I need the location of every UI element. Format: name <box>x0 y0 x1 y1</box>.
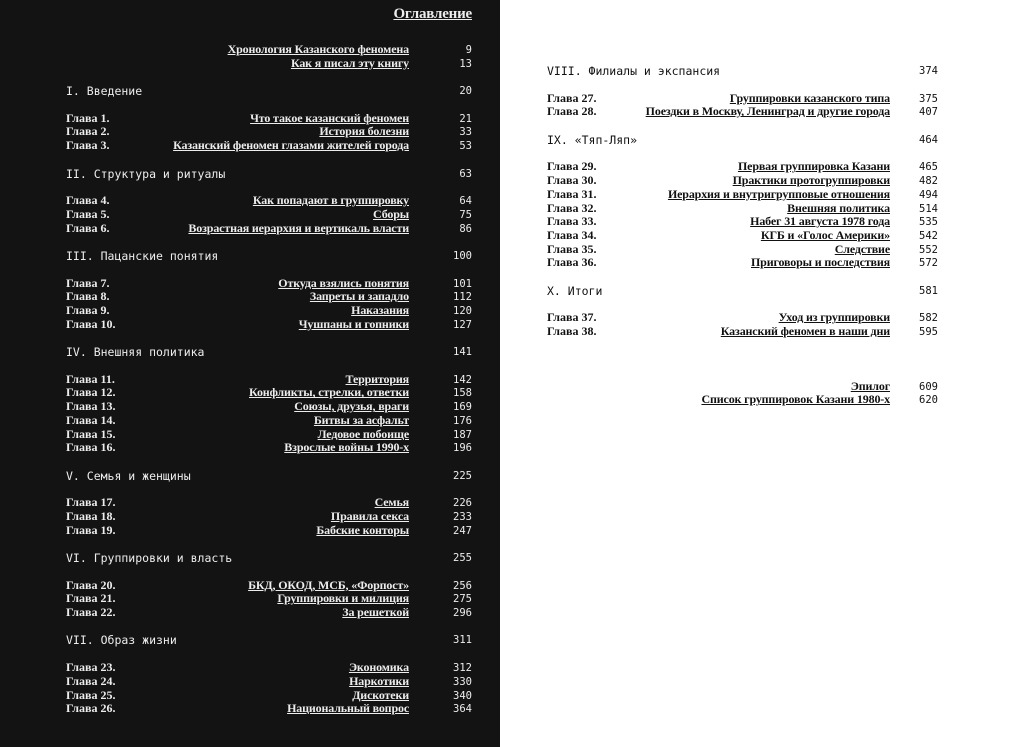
chapter-row[interactable] <box>500 229 1022 243</box>
back-matter-entry[interactable] <box>500 393 1022 407</box>
page-number: 21 <box>459 112 472 125</box>
spacer <box>0 647 500 661</box>
chapter-row[interactable] <box>0 194 500 208</box>
section-title[interactable]: II. Структура и ритуалы <box>66 166 226 181</box>
page-number: 595 <box>919 326 938 338</box>
chapter-label: Глава 18. <box>66 508 116 523</box>
page-number: 542 <box>919 229 938 242</box>
section-row[interactable] <box>0 249 500 263</box>
page-number: 552 <box>919 243 938 256</box>
section-title[interactable]: IV. Внешняя политика <box>66 345 205 360</box>
chapter-label: Глава 34. <box>547 227 597 242</box>
chapter-row[interactable] <box>0 510 500 524</box>
chapter-title[interactable]: БКД, ОКОД, МСБ, «Форпост» <box>248 577 409 592</box>
chapter-title[interactable]: Национальный вопрос <box>287 701 409 716</box>
chapter-row[interactable] <box>0 496 500 510</box>
chapter-row[interactable] <box>500 174 1022 188</box>
chapter-row[interactable] <box>0 414 500 428</box>
page-number: 464 <box>919 133 938 146</box>
page-number: 581 <box>919 284 938 297</box>
page-number: 101 <box>453 277 472 290</box>
chapter-label: Глава 36. <box>547 255 597 270</box>
chapter-title[interactable]: Битвы за асфальт <box>313 412 409 427</box>
page-number: 374 <box>919 65 938 77</box>
spacer <box>500 78 1022 92</box>
chapter-title[interactable]: Сборы <box>373 206 409 221</box>
chapter-title[interactable]: Группировки казанского типа <box>729 90 890 105</box>
page-number: 482 <box>919 175 938 188</box>
chapter-row[interactable] <box>0 400 500 414</box>
chapter-row[interactable] <box>0 139 500 153</box>
spacer <box>0 537 500 551</box>
chapter-label: Глава 37. <box>547 310 597 325</box>
spacer <box>500 298 1022 312</box>
chapter-row[interactable] <box>0 112 500 126</box>
chapter-title[interactable]: Казанский феномен глазами жителей города <box>173 138 409 153</box>
toc-right-column <box>500 64 1022 407</box>
page-number: 620 <box>919 394 938 407</box>
chapter-row[interactable] <box>0 579 500 593</box>
page-number: 64 <box>459 195 472 208</box>
chapter-row[interactable] <box>500 202 1022 216</box>
page-number: 330 <box>453 675 472 688</box>
chapter-row[interactable] <box>500 105 1022 119</box>
entry-title[interactable]: Хронология Казанского феномена <box>227 42 409 56</box>
chapter-label: Глава 10. <box>66 316 116 331</box>
chapter-label: Глава 31. <box>547 186 597 201</box>
spacer <box>0 181 500 195</box>
chapter-row[interactable] <box>0 222 500 236</box>
spacer <box>500 339 1022 353</box>
right-page <box>500 0 1022 747</box>
chapter-row[interactable] <box>0 689 500 703</box>
chapter-title[interactable]: Группировки и милиция <box>277 591 409 606</box>
chapter-title[interactable]: Следствие <box>834 241 890 256</box>
chapter-title[interactable]: Казанский феномен в наши дни <box>720 324 890 338</box>
chapter-label: Глава 14. <box>66 412 116 427</box>
chapter-row[interactable] <box>0 208 500 222</box>
section-title[interactable]: VIII. Филиалы и экспансия <box>547 64 721 78</box>
chapter-label: Глава 29. <box>547 159 597 174</box>
page-number: 312 <box>453 662 472 675</box>
page-number: 20 <box>459 85 472 98</box>
page-number: 120 <box>453 305 472 317</box>
chapter-title[interactable]: Наказания <box>351 303 409 317</box>
chapter-label: Глава 20. <box>66 577 116 592</box>
chapter-row[interactable] <box>0 125 500 139</box>
page-number: 112 <box>453 291 472 304</box>
spacer <box>0 70 500 84</box>
section-row[interactable] <box>500 284 1022 298</box>
chapter-label: Глава 2. <box>66 124 110 139</box>
page-number: 340 <box>453 689 472 702</box>
page-number: 572 <box>919 257 938 270</box>
page-number: 256 <box>453 579 472 592</box>
left-page <box>0 0 500 747</box>
page-number: 494 <box>919 188 938 201</box>
spacer <box>0 98 500 112</box>
chapter-title[interactable]: Практики протогруппировки <box>732 173 890 188</box>
chapter-row[interactable] <box>500 256 1022 270</box>
section-row[interactable] <box>0 551 500 565</box>
chapter-row[interactable] <box>0 318 500 332</box>
chapter-title[interactable]: Внешняя политика <box>787 200 890 215</box>
chapter-title[interactable]: Иерархия и внутригрупповые отношения <box>667 186 890 201</box>
chapter-label: Глава 8. <box>66 289 110 304</box>
front-matter-entry[interactable] <box>0 43 500 57</box>
page-title: Оглавление <box>393 6 472 22</box>
chapter-label: Глава 6. <box>66 220 110 235</box>
chapter-label: Глава 19. <box>66 522 116 537</box>
page-number: 535 <box>919 216 938 229</box>
spacer <box>500 366 1022 380</box>
spacer <box>0 359 500 373</box>
chapter-row[interactable] <box>500 160 1022 174</box>
chapter-row[interactable] <box>500 215 1022 229</box>
page-number: 255 <box>453 552 472 564</box>
chapter-row[interactable] <box>500 325 1022 339</box>
chapter-title[interactable]: Как попадают в группировку <box>252 193 409 208</box>
chapter-label: Глава 13. <box>66 399 116 414</box>
chapter-label: Глава 12. <box>66 385 116 400</box>
chapter-label: Глава 3. <box>66 138 110 153</box>
front-matter-entry[interactable] <box>0 57 500 71</box>
section-title[interactable]: V. Семья и женщины <box>66 468 191 483</box>
chapter-label: Глава 24. <box>66 673 116 688</box>
page-number: 225 <box>453 469 472 482</box>
chapter-row[interactable] <box>0 702 500 716</box>
page-number: 75 <box>459 208 472 221</box>
chapter-label: Глава 5. <box>66 206 110 221</box>
chapter-title[interactable]: Что такое казанский феномен <box>250 110 409 125</box>
chapter-row[interactable] <box>0 524 500 538</box>
page-number: 364 <box>453 703 472 716</box>
section-row[interactable] <box>500 64 1022 78</box>
entry-title[interactable]: Список группировок Казани 1980-х <box>701 392 890 407</box>
chapter-title[interactable]: Семья <box>374 495 409 510</box>
chapter-label: Глава 15. <box>66 426 116 441</box>
spacer <box>500 147 1022 161</box>
chapter-title[interactable]: Запреты и западло <box>309 289 409 304</box>
chapter-title[interactable]: За решеткой <box>342 605 409 620</box>
chapter-label: Глава 32. <box>547 200 597 215</box>
chapter-row[interactable] <box>0 386 500 400</box>
section-title[interactable]: I. Введение <box>66 84 143 99</box>
chapter-title[interactable]: Наркотики <box>349 673 409 688</box>
spacer <box>0 565 500 579</box>
chapter-row[interactable] <box>500 311 1022 325</box>
chapter-title[interactable]: Набег 31 августа 1978 года <box>750 214 890 229</box>
back-matter-entry[interactable] <box>500 380 1022 394</box>
chapter-label: Глава 9. <box>66 303 110 317</box>
chapter-label: Глава 16. <box>66 440 116 455</box>
chapter-label: Глава 30. <box>547 173 597 188</box>
section-row[interactable] <box>500 133 1022 147</box>
chapter-label: Глава 38. <box>547 324 597 338</box>
page-number: 53 <box>459 140 472 153</box>
page-number: 9 <box>465 44 472 56</box>
page-number: 100 <box>453 249 472 262</box>
page-number: 514 <box>919 202 938 215</box>
chapter-row[interactable] <box>500 188 1022 202</box>
spacer <box>500 270 1022 284</box>
toc-left-column <box>0 43 500 730</box>
page-number: 582 <box>919 312 938 325</box>
spacer <box>0 620 500 634</box>
page-number: 158 <box>453 387 472 400</box>
page-number: 465 <box>919 161 938 174</box>
chapter-title[interactable]: Возрастная иерархия и вертикаль власти <box>188 220 409 235</box>
chapter-label: Глава 23. <box>66 660 116 675</box>
chapter-row[interactable] <box>0 290 500 304</box>
chapter-title[interactable]: Конфликты, стрелки, ответки <box>249 385 409 400</box>
page-number: 169 <box>453 401 472 414</box>
chapter-row[interactable] <box>0 277 500 291</box>
section-row[interactable] <box>0 345 500 359</box>
spacer <box>0 331 500 345</box>
chapter-title[interactable]: Ледовое побоище <box>317 426 409 441</box>
spacer <box>0 235 500 249</box>
page-number: 296 <box>453 607 472 620</box>
entry-title[interactable]: Эпилог <box>850 378 890 393</box>
page-number: 407 <box>919 106 938 119</box>
page-number: 609 <box>919 380 938 393</box>
chapter-label: Глава 35. <box>547 241 597 256</box>
spacer <box>0 263 500 277</box>
chapter-title[interactable]: КГБ и «Голос Америки» <box>760 227 890 242</box>
chapter-label: Глава 28. <box>547 104 597 119</box>
chapter-title[interactable]: Правила секса <box>330 508 409 523</box>
spacer <box>0 483 500 497</box>
section-title[interactable]: VII. Образ жизни <box>66 633 177 648</box>
page-number: 311 <box>453 634 472 647</box>
chapter-row[interactable] <box>0 661 500 675</box>
chapter-title[interactable]: История болезни <box>319 124 409 139</box>
page-number: 86 <box>459 222 472 235</box>
section-row[interactable] <box>0 167 500 181</box>
entry-title[interactable]: Как я писал эту книгу <box>290 55 409 70</box>
page-number: 33 <box>459 126 472 139</box>
chapter-label: Глава 25. <box>66 687 116 702</box>
chapter-title[interactable]: Территория <box>345 371 409 386</box>
page-number: 375 <box>919 92 938 105</box>
chapter-row[interactable] <box>0 606 500 620</box>
chapter-label: Глава 4. <box>66 193 110 208</box>
section-row[interactable] <box>0 633 500 647</box>
chapter-label: Глава 1. <box>66 110 110 125</box>
chapter-title[interactable]: Экономика <box>348 660 409 675</box>
page-number: 226 <box>453 497 472 510</box>
section-title[interactable]: III. Пацанские понятия <box>66 248 219 263</box>
chapter-label: Глава 7. <box>66 275 110 290</box>
spacer <box>500 352 1022 366</box>
chapter-title[interactable]: Приговоры и последствия <box>751 255 890 270</box>
section-title[interactable]: VI. Группировки и власть <box>66 551 233 565</box>
section-row[interactable] <box>0 469 500 483</box>
chapter-row[interactable] <box>0 441 500 455</box>
chapter-row[interactable] <box>500 92 1022 106</box>
chapter-label: Глава 33. <box>547 214 597 229</box>
chapter-label: Глава 17. <box>66 495 116 510</box>
spacer <box>0 153 500 167</box>
spacer <box>500 119 1022 133</box>
chapter-label: Глава 27. <box>547 90 597 105</box>
chapter-row[interactable] <box>0 428 500 442</box>
chapter-title[interactable]: Откуда взялись понятия <box>278 275 409 290</box>
chapter-row[interactable] <box>0 675 500 689</box>
chapter-title[interactable]: Дискотеки <box>352 687 409 702</box>
chapter-row[interactable] <box>0 592 500 606</box>
chapter-title[interactable]: Уход из группировки <box>778 310 890 325</box>
chapter-label: Глава 26. <box>66 701 116 716</box>
page-number: 142 <box>453 373 472 386</box>
chapter-title[interactable]: Бабские конторы <box>316 522 409 537</box>
page-number: 196 <box>453 442 472 455</box>
section-title[interactable]: IX. «Тяп-Ляп» <box>547 132 638 147</box>
section-title[interactable]: X. Итоги <box>547 283 603 298</box>
chapter-label: Глава 11. <box>66 371 115 386</box>
chapter-label: Глава 21. <box>66 591 116 606</box>
chapter-row[interactable] <box>500 243 1022 257</box>
chapter-label: Глава 22. <box>66 605 116 620</box>
chapter-title[interactable]: Взрослые войны 1990-х <box>284 440 409 455</box>
page-number: 176 <box>453 414 472 427</box>
page-number: 127 <box>453 318 472 331</box>
chapter-title[interactable]: Чушпаны и гопники <box>298 316 409 331</box>
chapter-title[interactable]: Поездки в Москву, Ленинград и другие города <box>645 104 890 119</box>
page-number: 247 <box>453 524 472 537</box>
section-row[interactable] <box>0 84 500 98</box>
page-number: 141 <box>453 346 472 359</box>
page-number: 233 <box>453 510 472 523</box>
page-number: 187 <box>453 428 472 441</box>
chapter-title[interactable]: Первая группировка Казани <box>737 159 890 174</box>
page-number: 275 <box>453 593 472 606</box>
page-number: 13 <box>459 57 472 70</box>
chapter-row[interactable] <box>0 304 500 318</box>
spacer <box>0 716 500 730</box>
spacer <box>0 455 500 469</box>
chapter-title[interactable]: Союзы, друзья, враги <box>294 399 409 414</box>
chapter-row[interactable] <box>0 373 500 387</box>
page-number: 63 <box>459 167 472 180</box>
